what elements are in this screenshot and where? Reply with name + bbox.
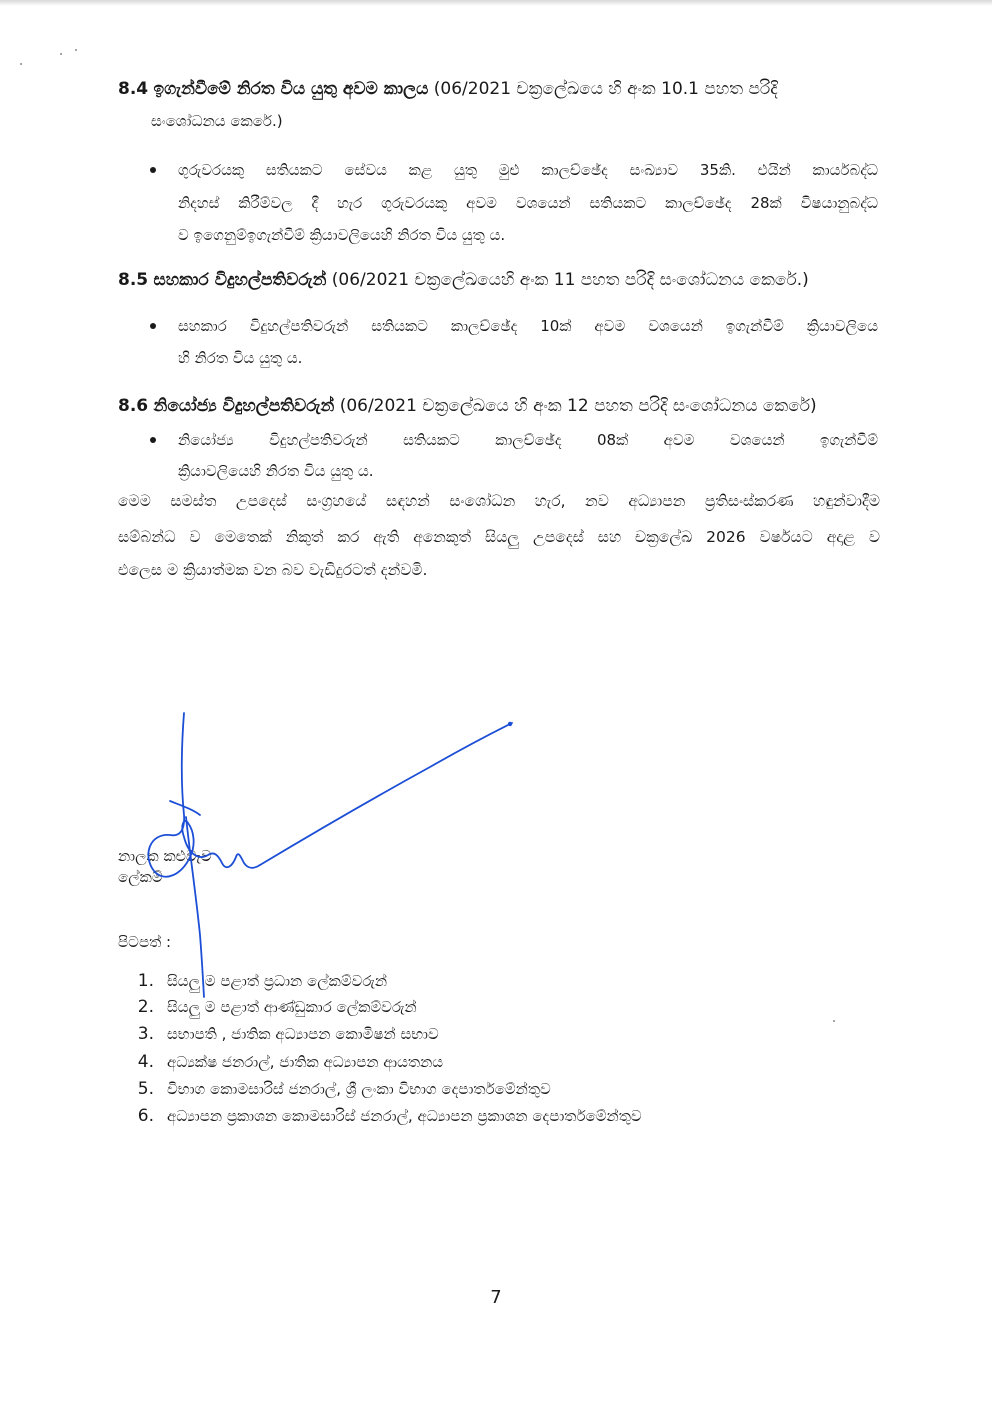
bullet-text-line: ව ඉගෙනුම්ඉගැන්වීම් ක්‍රියාවලියෙහි නිරත විය යුතු ය.	[178, 226, 506, 244]
list-item-number: 2.	[137, 997, 154, 1017]
scan-speck	[20, 63, 22, 65]
section-reference: (06/2021 චක්‍රලේඛයෙ හි අංක 12 පහත පරිදි සංශෝධනය කෙරේ)	[339, 396, 817, 416]
list-item-number: 3.	[137, 1024, 154, 1044]
list-item-text: සභාපති , ජාතික අධ්‍යාපන කොමිෂන් සභාව	[167, 1025, 439, 1043]
list-item-text: අධ්‍යක්ෂ ජනරාල්, ජාතික අධ්‍යාපන ආයතනය	[167, 1053, 444, 1071]
signatory-title: ලේකම්	[118, 868, 163, 886]
bullet-text-line: නියෝජ්‍ය විදුහල්පතිවරුන් සතියකට කාලච්ඡේද 08ක් අවම වශයෙන් ඉගැන්වීම්	[178, 431, 878, 449]
list-item-number: 1.	[137, 971, 154, 991]
copies-label: පිටපත් :	[118, 933, 172, 951]
bullet-text-line: ගුරුවරයකු සතියකට සේවය කළ යුතු මුළු කාලච්ඡේද සංඛ්‍යාව 35කි. එයින් කාර්යබද්ධ	[178, 161, 878, 179]
page-number: 7	[490, 1287, 502, 1308]
signature-strokes	[148, 713, 512, 997]
bullet-text-line: නිදහස් කිරීම්වල දී හැර ගුරුවරයකු අවම වශයෙන් සතියකට කාලච්ඡේද 28ක් විෂයානුබද්ධ	[178, 194, 878, 212]
section-title: නියෝජ්‍ය විදුහල්පතිවරුන්	[153, 396, 335, 416]
list-item-text: සියලු ම පළාත් ආණ්ඩුකාර ලේකම්වරුන්	[167, 998, 417, 1016]
scan-speck	[60, 53, 62, 55]
list-item-text: සියලු ම පළාත් ප්‍රධාන ලේකම්වරුන්	[167, 972, 388, 990]
list-item-number: 5.	[137, 1079, 154, 1099]
scan-speck	[833, 1020, 835, 1022]
list-item-text: අධ්‍යාපන ප්‍රකාශන කොමසාරිස් ජනරාල්, අධ්‍යාපන ප්‍රකාශන දෙපාර්තමේන්තුව	[167, 1107, 642, 1125]
list-item-text: විභාග කොමසාරිස් ජනරාල්, ශ්‍රී ලංකා විභාග දෙපාර්තමේන්තුව	[167, 1080, 551, 1098]
closing-paragraph-line: මෙම සමස්ත උපදෙස් සංග්‍රහයේ සඳහන් සංශෝධන හැර, නව අධ්‍යාපන ප්‍රතිසංස්කරණ හඳුන්වාදීම	[118, 492, 880, 510]
section-reference: (06/2021 චක්‍රලේඛයෙහි අංක 11 පහත පරිදි සංශෝධනය කෙරේ.)	[331, 270, 809, 290]
section-8-6-heading	[118, 395, 817, 417]
section-title: ඉගැන්වීමේ නිරත විය යුතු අවම කාලය	[153, 79, 429, 99]
closing-paragraph-line: සම්බන්ධ ව මෙතෙක් නිකුත් කර ඇති අනෙකුත් සියලු උපදෙස් සහ චක්‍රලේඛ 2026 වර්ෂයට අදාළ ව	[118, 528, 880, 546]
bullet-text-line: ක්‍රියාවලියෙහි නිරත විය යුතු ය.	[178, 462, 374, 480]
list-item-number: 4.	[137, 1052, 154, 1072]
bullet-icon	[150, 167, 156, 173]
section-reference-continued: සංශෝධනය කෙරේ.)	[151, 112, 283, 130]
bullet-icon	[150, 437, 156, 443]
section-number: 8.5	[118, 270, 149, 290]
section-title: සහකාර විදුහල්පතිවරුන්	[153, 270, 327, 290]
list-item-number: 6.	[137, 1106, 154, 1126]
section-number: 8.6	[118, 396, 149, 416]
section-8-5-heading	[118, 269, 809, 291]
handwritten-signature	[140, 705, 530, 1005]
bullet-icon	[150, 323, 156, 329]
section-8-4-heading	[118, 78, 778, 100]
signatory-name: නාලක කළුවැව	[118, 847, 212, 865]
closing-paragraph-line: එලෙස ම ක්‍රියාත්මක වන බව වැඩිදුරටත් දන්වමි.	[118, 561, 428, 579]
bullet-text-line: සහකාර විදුහල්පතිවරුන් සතියකට කාලච්ඡේද 10ක් අවම වශයෙන් ඉගැන්වීම් ක්‍රියාවලියෙ	[178, 317, 878, 335]
section-reference: (06/2021 චක්‍රලේඛයෙ හි අංක 10.1 පහත පරිදි	[433, 79, 778, 99]
scan-speck	[75, 49, 77, 51]
bullet-text-line: හි නිරත විය යුතු ය.	[178, 349, 303, 367]
signature-dot	[508, 722, 512, 726]
scan-edge-shadow	[0, 0, 992, 6]
section-number: 8.4	[118, 79, 149, 99]
